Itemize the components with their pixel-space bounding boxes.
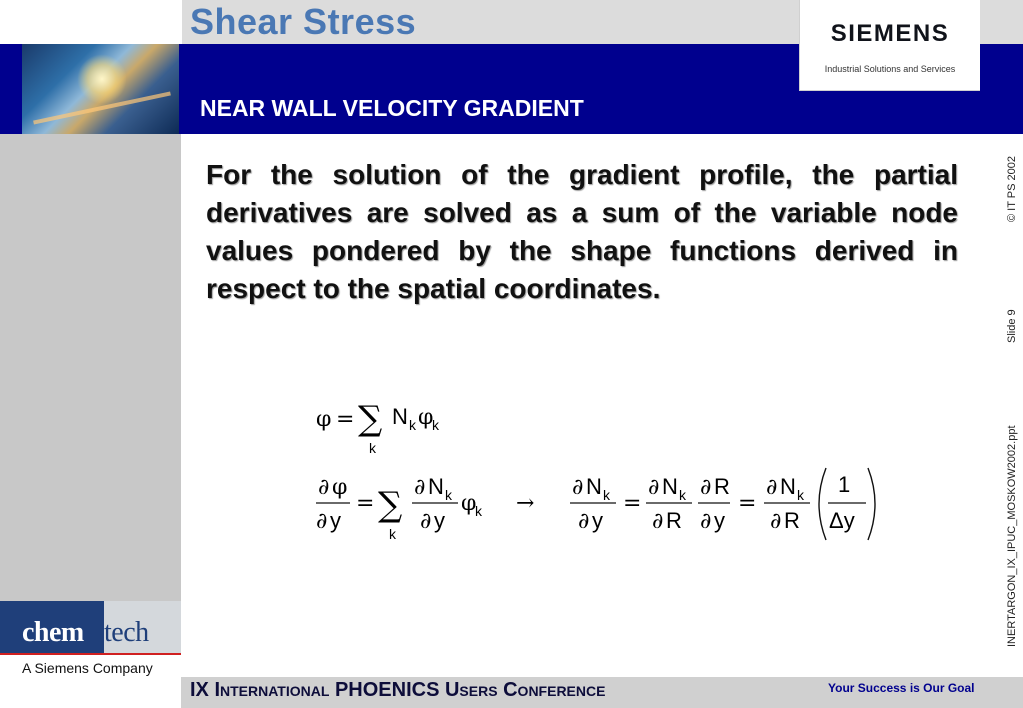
eq2-N-3: N [662,474,678,499]
chemtech-red-rule [0,653,181,655]
top-left-blank [0,0,182,44]
light-glow [77,54,127,104]
eq2-partial-y3: ∂ [578,509,590,534]
slide-title: Shear Stress [190,1,417,42]
chemtech-wordmark-chem: chem [22,617,84,648]
eq2-equals-1: = [356,491,375,516]
eq1-lhs: φ [316,407,332,432]
copyright-label: © IT PS 2002 [1006,156,1018,222]
eq2-k-4: k [679,487,686,503]
eq2-partial-y2: ∂ [420,509,432,534]
industrial-collage-image [22,44,179,134]
eq2-one: 1 [838,472,851,497]
eq2-k-1: k [445,487,452,503]
eq2-y1: y [330,508,341,533]
eq1-N-sub: k [409,417,416,433]
eq2-delta-y: Δy [829,508,855,533]
eq2-R2: R [714,474,730,499]
eq2-sum-index: k [389,526,396,542]
eq2-R1: R [666,508,682,533]
eq2-partial-y1: ∂ [316,509,328,534]
eq2-y2: y [434,508,445,533]
conference-title: IX International PHOENICS Users Conference [190,679,606,701]
siemens-tagline: Industrial Solutions and Services [824,64,956,74]
eq2-partial-3: ∂ [572,475,584,500]
eq2-partial-R1: ∂ [652,509,664,534]
left-sidebar-panel [0,134,181,601]
eq2-partial-2: ∂ [414,475,426,500]
slide-number-label: Slide 9 [1006,309,1018,343]
eq2-partial-6: ∂ [766,475,778,500]
eq2-y3: y [592,508,603,533]
eq2-k-5: k [797,487,804,503]
eq2-phi: φ [332,475,348,500]
eq2-arrow: → [516,491,535,516]
slide-subtitle: NEAR WALL VELOCITY GRADIENT [200,95,584,121]
footer-left-blank [0,677,181,708]
eq2-partial-5: ∂ [700,475,712,500]
eq2-partial-R2: ∂ [770,509,782,534]
footer-slogan: Your Success is Our Goal [828,681,975,695]
eq2-R3: R [784,508,800,533]
eq1-sum-symbol: ∑ [358,399,383,439]
eq2-partial-4: ∂ [648,475,660,500]
eq2-y4: y [714,508,725,533]
chemtech-logo [0,601,181,677]
eq2-equals-2: = [623,491,642,516]
eq2-equals-3: = [738,491,757,516]
eq2-k-2: k [475,503,482,519]
eq2-right-paren [868,468,875,540]
eq2-k-3: k [603,487,610,503]
eq2-partial: ∂ [318,475,330,500]
eq2-N-1: N [428,474,444,499]
eq1-phi: φ [418,405,434,430]
chemtech-subtitle: A Siemens Company [22,660,153,676]
eq2-N-4: N [780,474,796,499]
equation-sum-definition [310,394,460,458]
eq2-partial-y4: ∂ [700,509,712,534]
eq2-left-paren [819,468,826,540]
siemens-logo [799,0,980,91]
eq1-equals: = [336,407,355,432]
eq2-phi-2: φ [461,491,477,516]
equation-derivative-chain [310,462,890,548]
eq1-N: N [392,404,408,429]
eq1-phi-sub: k [432,417,439,433]
body-paragraph: For the solution of the gradient profile, the partial derivatives are solved as a sum of the variable node values pondered by the shape functions derived in respect to the spatial coordinates. [206,159,958,304]
eq2-sum-symbol: ∑ [378,485,403,525]
siemens-wordmark: SIEMENS [830,20,950,47]
chemtech-wordmark-tech: tech [104,617,149,648]
eq2-N-2: N [586,474,602,499]
eq1-sum-index: k [369,440,376,456]
file-name-label: INERTARGON_IX_IPUC_MOSKOW2002.ppt [1006,425,1018,647]
